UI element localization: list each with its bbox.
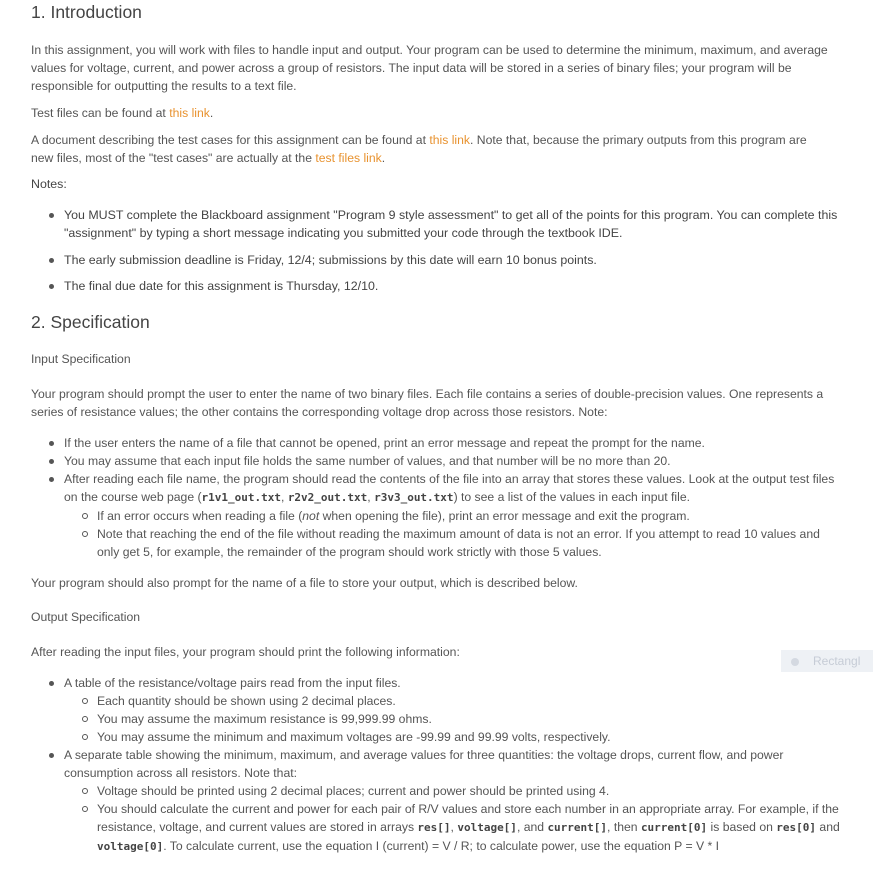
test-cases-text: A document describing the test cases for this assignment can be found at bbox=[31, 133, 430, 147]
input-bullet: You may assume that each input file holds the same number of values, and that number will be no more than 20. bbox=[64, 452, 844, 470]
input-spec-paragraph: Your program should prompt the user to enter the name of two binary files. Each file contains a series of double-precision values. One represents a series of resistance values; the other contains the corresponding voltage drop across those resistors. Note: bbox=[31, 387, 824, 419]
emphasis: not bbox=[302, 509, 320, 523]
code-array: voltage[] bbox=[457, 821, 517, 834]
input-bullet bbox=[64, 470, 844, 507]
bullet-text: After reading each file name, the program should read the contents of the file into an array that stores these values. Look at the output test files on the course web page ( bbox=[64, 472, 835, 504]
test-files-suffix: . bbox=[209, 106, 214, 120]
intro-heading: 1. Introduction bbox=[31, 2, 142, 22]
code-array: current[0] bbox=[640, 821, 708, 834]
sub-bullet-text: and bbox=[816, 820, 840, 834]
output-spec-label: Output Specification bbox=[31, 610, 141, 624]
code-array: res[] bbox=[417, 821, 451, 834]
input-sub-bullet: Note that reaching the end of the file without reading the maximum amount of data is not an error. If you attempt to read 10 values and only get 5, for example, the remainder of the program should work strictly with those 5 values. bbox=[97, 525, 842, 561]
sub-bullet-text: , and bbox=[516, 820, 548, 834]
notes-label: Notes: bbox=[31, 177, 67, 191]
input-sub-bullet bbox=[97, 507, 842, 525]
separator: , bbox=[367, 490, 375, 504]
output-spec-paragraph: After reading the input files, your program should print the following information: bbox=[31, 645, 460, 659]
sub-bullet-text: when opening the file), print an error message and exit the program. bbox=[319, 509, 690, 523]
output-sub-bullet: You may assume the maximum resistance is 99,999.99 ohms. bbox=[97, 710, 842, 728]
test-files-link[interactable]: this link bbox=[169, 106, 210, 120]
sub-bullet-text: . To calculate current, use the equation I (current) = V / R; to calculate power, use the equation P = V * I bbox=[163, 839, 719, 853]
sub-bullet-text: , then bbox=[607, 820, 641, 834]
code-filename: r2v2_out.txt bbox=[287, 491, 368, 504]
test-cases-link[interactable]: this link bbox=[429, 133, 470, 147]
sub-bullet-text: You should calculate the current and power for each pair of R/V values and store each number in an appropriate array. For example, if the resistance, voltage, and current values are stored in arrays bbox=[97, 802, 839, 834]
output-bullet: A separate table showing the minimum, maximum, and average values for three quantities: the voltage drops, current flow, and power consumption across all resistors. Note that: bbox=[64, 746, 844, 782]
note-item: You MUST complete the Blackboard assignment "Program 9 style assessment" to get all of the points for this program. You can complete this "assignment" by typing a short message indicating you submitted your code through the textbook IDE. bbox=[64, 206, 844, 242]
test-files-text: Test files can be found at bbox=[31, 106, 170, 120]
test-cases-suffix: . bbox=[381, 151, 386, 165]
rectangle-overlay-label: Rectangl bbox=[813, 654, 861, 668]
code-filename: r3v3_out.txt bbox=[374, 491, 454, 504]
test-files-link-2[interactable]: test files link bbox=[315, 151, 382, 165]
separator: , bbox=[281, 490, 288, 504]
code-array: voltage[0] bbox=[97, 840, 164, 853]
output-prompt-paragraph: Your program should also prompt for the name of a file to store your output, which is described below. bbox=[31, 576, 578, 590]
output-bullet: A table of the resistance/voltage pairs read from the input files. bbox=[64, 674, 844, 692]
output-sub-bullet: Voltage should be printed using 2 decimal places; current and power should be printed using 4. bbox=[97, 782, 842, 800]
circle-icon bbox=[791, 658, 799, 666]
output-sub-bullet: You may assume the minimum and maximum voltages are -99.99 and 99.99 volts, respectively. bbox=[97, 728, 842, 746]
test-files-line bbox=[31, 104, 831, 122]
output-sub-bullet: Each quantity should be shown using 2 decimal places. bbox=[97, 692, 842, 710]
sub-bullet-text: , bbox=[450, 820, 458, 834]
code-filename: r1v1_out.txt bbox=[201, 491, 282, 504]
code-array: res[0] bbox=[776, 821, 817, 834]
sub-bullet-text: is based on bbox=[707, 820, 777, 834]
note-item: The early submission deadline is Friday, 12/4; submissions by this date will earn 10 bonus points. bbox=[64, 251, 844, 269]
test-cases-mid: . Note that, because the primary outputs from this program are new files, most of the "test cases" are actually at the bbox=[31, 133, 807, 165]
output-sub-bullet bbox=[97, 800, 842, 856]
code-array: current[] bbox=[547, 821, 608, 834]
bullet-text: ) to see a list of the values in each input file. bbox=[453, 490, 690, 504]
input-bullet: If the user enters the name of a file that cannot be opened, print an error message and repeat the prompt for the name. bbox=[64, 434, 844, 452]
input-spec-label: Input Specification bbox=[31, 352, 131, 366]
intro-paragraph: In this assignment, you will work with files to handle input and output. Your program can be used to determine the minimum, maximum, and average values for voltage, current, and power across a group of resistors. The input data will be stored in a series of binary files; your program will be responsible for outputting the results to a text file. bbox=[31, 43, 828, 93]
test-cases-paragraph bbox=[31, 131, 831, 167]
spec-heading: 2. Specification bbox=[31, 312, 150, 332]
note-item: The final due date for this assignment is Thursday, 12/10. bbox=[64, 277, 844, 295]
rectangle-overlay bbox=[781, 650, 873, 672]
sub-bullet-text: If an error occurs when reading a file ( bbox=[97, 509, 303, 523]
